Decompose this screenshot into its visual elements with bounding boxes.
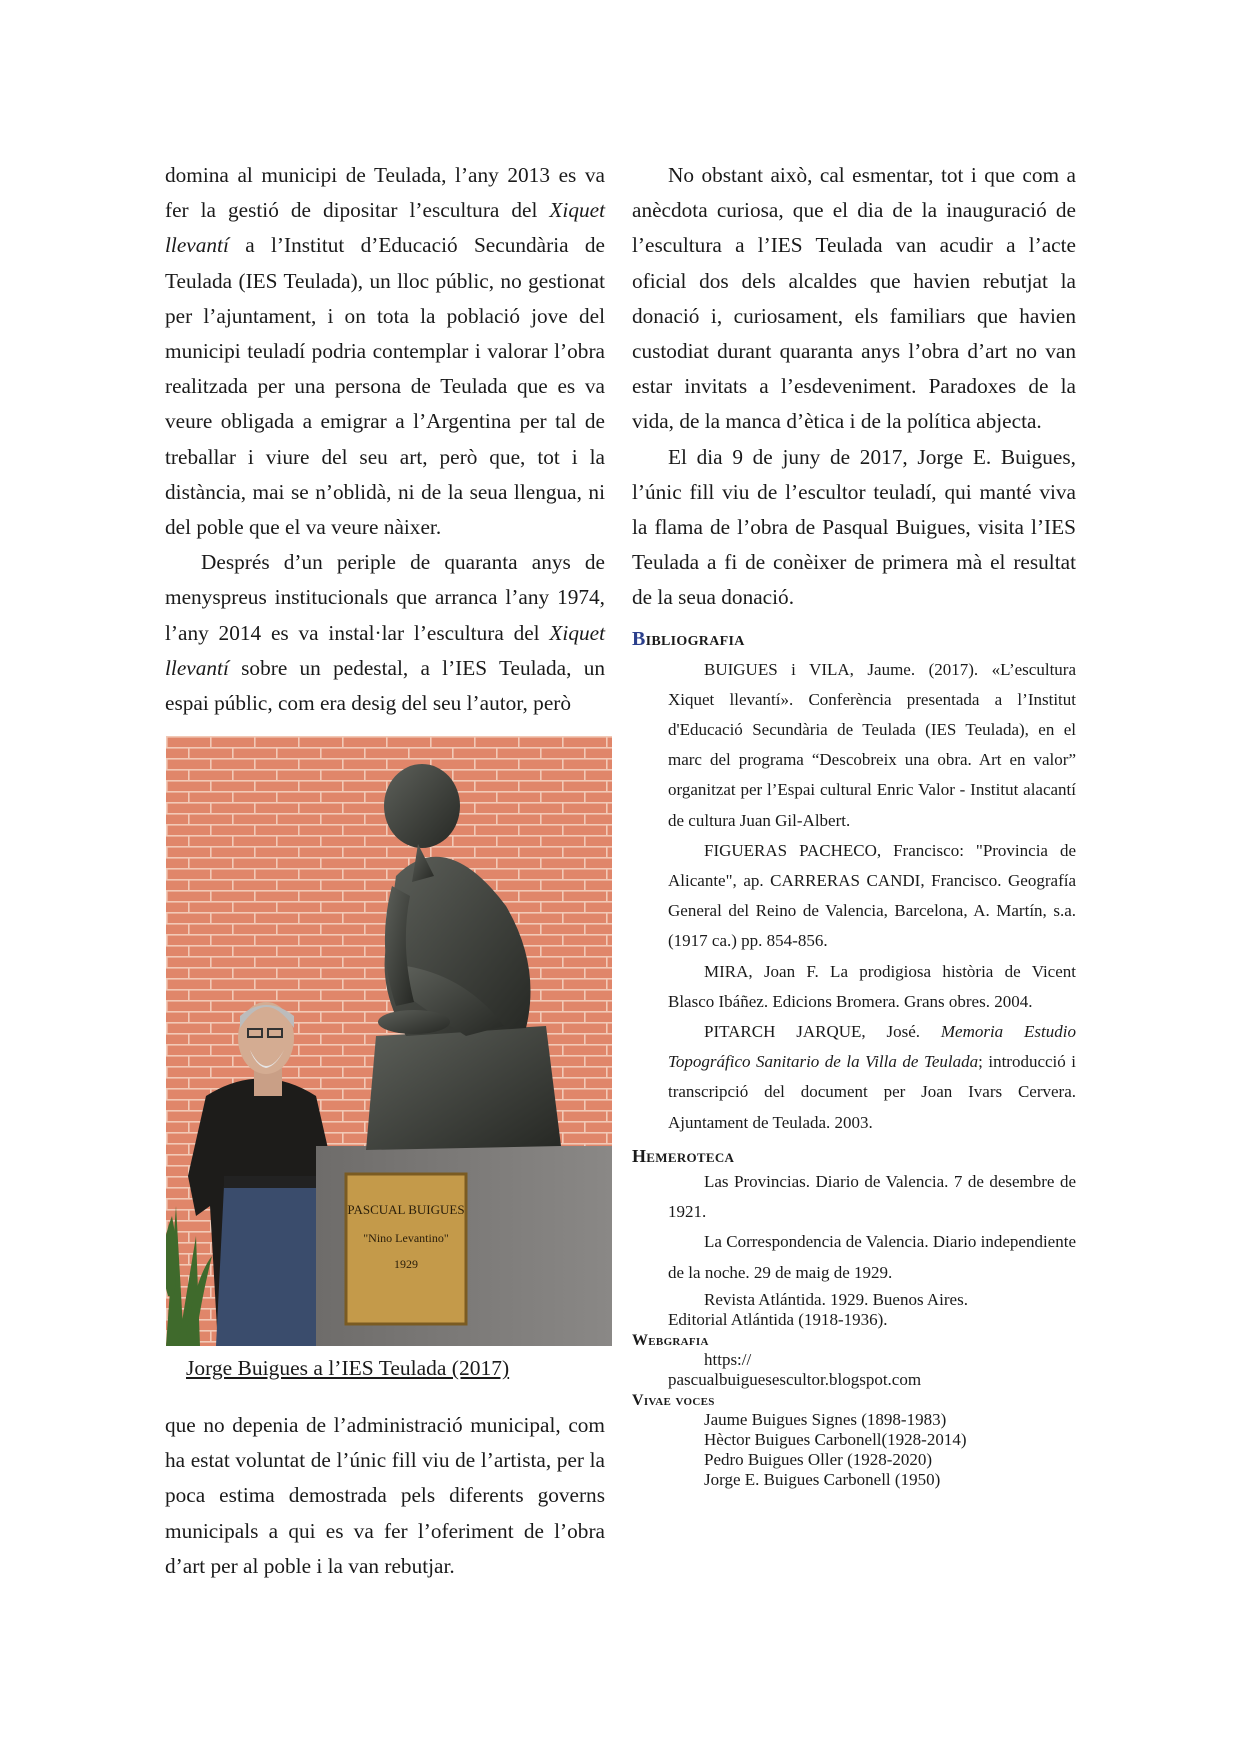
italic-title: Memoria Estudio Topográfico Sanitario de la Villa de Teulada	[668, 1022, 1076, 1072]
hemeroteca-list	[632, 1167, 1076, 1288]
left-paragraph-2	[165, 545, 605, 721]
text-run: ; introducció i transcripció del document per Joan Ivars Cervera. Ajuntament de Teulada. 2003.	[668, 1052, 1076, 1132]
italic-title: Xiquet llevantí	[165, 198, 605, 258]
text-run: domina al municipi de Teulada, l’any 2013 es va fer la gestió de dipositar l’escultura del	[165, 163, 605, 223]
bibliografia-heading	[632, 628, 1076, 651]
revista-line-1: Revista Atlántida. 1929. Buenos Aires.	[704, 1289, 968, 1309]
left-column	[165, 158, 605, 721]
text-run: PITARCH JARQUE, José.	[704, 1022, 941, 1042]
italic-title: Xiquet llevantí	[165, 620, 605, 680]
hemeroteca-item: Las Provincias. Diario de Valencia. 7 de desembre de 1921.	[668, 1171, 1076, 1222]
hemeroteca-heading: Hemeroteca	[632, 1145, 735, 1166]
heading-initial: B	[632, 627, 646, 650]
plaque-line-1: PASCUAL BUIGUES	[347, 1202, 465, 1217]
vivae-voces-item: Jaume Buigues Signes (1898-1983)	[704, 1409, 947, 1429]
webgrafia-line-1: https://	[704, 1349, 752, 1369]
webgrafia-heading: Webgrafia	[632, 1331, 709, 1349]
plaque	[346, 1174, 466, 1324]
right-paragraph-1: No obstant això, cal esmentar, tot i que com a anècdota curiosa, que el dia de la inauguració de l’escultura a l’IES Teulada van acudir a l’acte oficial dos dels alcaldes que havien rebutjat la donació i, curiosament, els familiars que havien custodiat durant quaranta anys l’obra d’art no van estar invitats a l’esdeveniment. Paradoxes de la vida, de la manca d’ètica i de la política abjecta.	[632, 163, 1076, 434]
left-column-bottom	[165, 1408, 605, 1584]
vivae-voces-list	[632, 1410, 1076, 1490]
plaque-line-2: "Nino Levantino"	[363, 1231, 449, 1245]
left-paragraph-1	[165, 158, 605, 545]
text-run: a l’Institut d’Educació Secundària de Teulada (IES Teulada), un lloc públic, no gestionat per l’ajuntament, i on tota la població jove del municipi teuladí podria contemplar i valorar l’obra realitzada per una persona de Teulada que es va veure obligada a emigrar a l’Argentina per tal de treballar i viure del seu art, però que, tot i la distància, mai se n’oblidà, ni de la seua llengua, ni del poble que el va veure nàixer.	[165, 233, 605, 540]
sculpture-photo	[166, 736, 612, 1346]
heading-rest: ibliografia	[645, 627, 745, 650]
vivae-voces-item: Pedro Buigues Oller (1928-2020)	[704, 1449, 933, 1469]
left-paragraph-3: que no depenia de l’administració municipal, com ha estat voluntat de l’únic fill viu de l’artista, per la poca estima demostrada pels diferents governs municipals a qui es va fer l’oferiment de l’obra d’art per al poble i la van rebutjar.	[165, 1413, 605, 1578]
photo-caption: Jorge Buigues a l’IES Teulada (2017)	[186, 1356, 510, 1380]
hemeroteca-item: La Correspondencia de Valencia. Diario independiente de la noche. 29 de maig de 1929.	[668, 1232, 1076, 1282]
text-run: sobre un pedestal, a l’IES Teulada, un espai públic, com era desig del seu l’autor, però	[165, 655, 605, 716]
right-column	[632, 158, 1076, 1490]
bibliografia-list	[632, 655, 1076, 1138]
revista-line-2: Editorial Atlántida (1918-1936).	[668, 1309, 888, 1329]
webgrafia-link[interactable]: pascualbuiguesescultor.blogspot.com	[668, 1369, 922, 1389]
vivae-voces-item: Hèctor Buigues Carbonell(1928-2014)	[704, 1429, 967, 1449]
plaque-line-3: 1929	[394, 1257, 418, 1271]
bib-item: FIGUERAS PACHECO, Francisco: "Provincia de Alicante", ap. CARRERAS CANDI, Francisco. Geografía General del Reino de Valencia, Barcelona, A. Martín, s.a. (1917 ca.) pp. 854-856.	[668, 840, 1076, 951]
bib-item	[668, 1017, 1076, 1138]
text-run: Després d’un periple de quaranta anys de menyspreus institucionals que arranca l’any 1974, l’any 2014 es va instal·lar l’escultura del	[165, 550, 605, 645]
bib-item: MIRA, Joan F. La prodigiosa història de Vicent Blasco Ibáñez. Edicions Bromera. Grans obres. 2004.	[668, 961, 1076, 1011]
bib-item: BUIGUES i VILA, Jaume. (2017). «L’escultura Xiquet llevantí». Conferència presentada a l’Institut d'Educació Secundària de Teulada (IES Teulada), en el marc del programa “Descobreix una obra. Art en valor” organitzat per l’Espai cultural Enric Valor - Institut alacantí de cultura Juan Gil-Albert.	[668, 659, 1076, 830]
vivae-voces-item: Jorge E. Buigues Carbonell (1950)	[704, 1469, 941, 1489]
right-paragraph-2: El dia 9 de juny de 2017, Jorge E. Buigues, l’únic fill viu de l’escultor teuladí, qui manté viva la flama de l’obra de Pasqual Buigues, visita l’IES Teulada a fi de conèixer de primera mà el resultat de la seua donació.	[632, 444, 1076, 610]
vivae-voces-heading: Vivae voces	[632, 1391, 715, 1409]
